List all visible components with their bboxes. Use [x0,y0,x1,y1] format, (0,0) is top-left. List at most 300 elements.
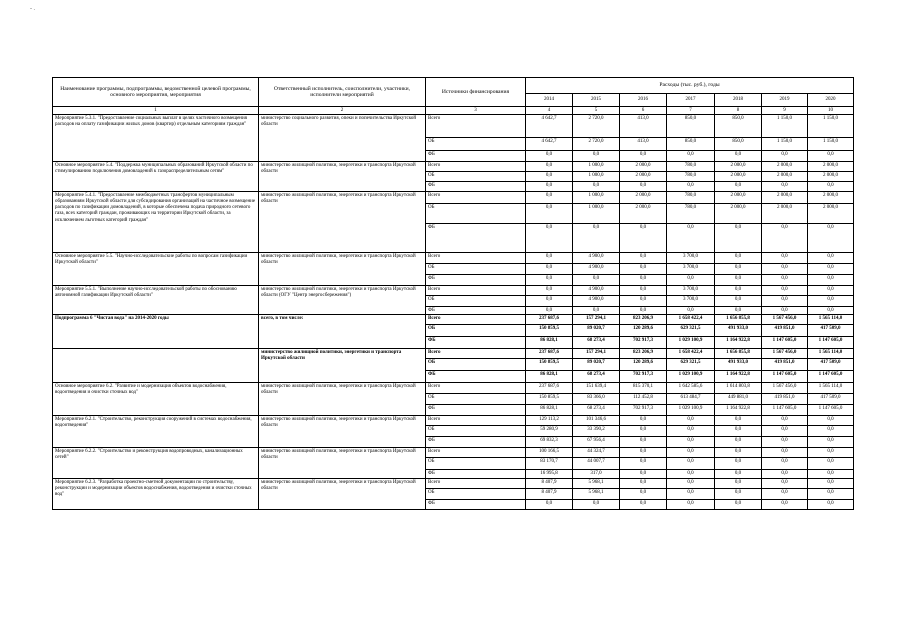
expense-value: 0,0 [573,182,620,192]
column-number: 5 [573,107,620,115]
funding-source: ОБ [426,138,526,151]
expense-value: 417 509,0 [808,394,854,405]
expense-value: 850,0 [667,115,715,138]
expense-value: 1 164 922,8 [715,405,762,416]
expense-value: 1 565 114,0 [808,383,854,394]
expense-value: 1 029 100,9 [667,405,715,416]
expense-value: 0,0 [620,286,667,296]
expense-value: 2 000,0 [762,162,808,172]
expense-value: 0,0 [526,172,573,182]
financing-table [52,77,854,510]
expense-value: 1 565 114,0 [808,315,854,325]
table-row [53,416,854,426]
expense-value: 0,0 [526,275,573,286]
funding-source: ОБ [426,172,526,182]
funding-source: Всего [426,162,526,172]
expense-value: 0,0 [667,470,715,479]
funding-source: Всего [426,349,526,359]
expense-value: 0,0 [620,253,667,264]
table-row [53,349,854,359]
expense-value: 1 150,0 [808,115,854,138]
expense-value: 0,0 [620,224,667,253]
expense-value: 0,0 [620,448,667,458]
expense-value: 0,0 [808,489,854,500]
expense-value: 0,0 [808,448,854,458]
table-row [53,286,854,296]
expense-value: 419 851,0 [762,325,808,337]
expense-value: 780,0 [667,204,715,224]
year-header: 2018 [715,94,762,107]
expense-value: 0,0 [715,479,762,489]
expense-value: 2 000,0 [762,204,808,224]
expense-value: 1 164 922,8 [715,371,762,383]
funding-source: ФБ [426,470,526,479]
expense-value: 0,0 [762,489,808,500]
expense-value: 850,0 [715,138,762,151]
expense-value: 0,0 [808,275,854,286]
column-number: 6 [620,107,667,115]
column-number: 7 [667,107,715,115]
expense-value: 0,0 [620,479,667,489]
expense-value: 0,0 [715,458,762,470]
year-header: 2014 [526,94,573,107]
column-number: 10 [808,107,854,115]
expense-value: 0,0 [526,253,573,264]
responsible-executor: министерство социального развития, опеки и попечительства Иркутской области [259,115,426,162]
expense-value: 0,0 [526,307,573,315]
expense-value: 16 995,8 [526,470,573,479]
expense-value: 3 700,0 [667,286,715,296]
expense-value: 157 294,1 [573,315,620,325]
expense-value: 419 851,0 [762,394,808,405]
program-name: Основное мероприятие 6.2. "Развитие и модернизация объектов водоснабжения, водоотведения и очистки сточных вод" [53,383,259,416]
expense-value: 0,0 [620,426,667,437]
expense-value: 0,0 [715,224,762,253]
expense-value: 0,0 [762,296,808,307]
expense-value: 0,0 [667,151,715,162]
responsible-executor: министерство жилищной политики, энергетики и транспорта Иркутской области [259,349,426,383]
expense-value: 1 642 585,6 [667,383,715,394]
year-header: 2016 [620,94,667,107]
funding-source: ФБ [426,500,526,510]
responsible-executor: министерство жилищной политики, энергетики и транспорта Иркутской области [259,253,426,286]
expense-value: 1 656 855,8 [715,315,762,325]
expense-value: 3 700,0 [667,264,715,275]
expense-value: 0,0 [762,264,808,275]
program-name: Мероприятие 6.2.2. "Строительство и реконструкция водопроводных, канализационных сетей" [53,448,259,479]
expense-value: 1 147 605,0 [808,337,854,349]
expense-value: 4 642,7 [526,115,573,138]
responsible-executor: министерство жилищной политики, энергетики и транспорта Иркутской области [259,192,426,253]
expense-value: 0,0 [808,307,854,315]
expense-value: 1 658 422,4 [667,349,715,359]
expense-value: 0,0 [715,275,762,286]
expense-value: 780,0 [667,172,715,182]
expense-value: 0,0 [715,286,762,296]
expense-value: 0,0 [808,253,854,264]
funding-source: Всего [426,416,526,426]
program-name: Подпрограмма 6 "Чистая вода" на 2014-2020 годы [53,315,259,349]
year-header: 2017 [667,94,715,107]
expense-value: 0,0 [715,182,762,192]
expense-value: 120 289,6 [620,359,667,371]
expense-value: 8 407,9 [526,489,573,500]
expense-value: 1 147 605,0 [762,337,808,349]
expense-value: 1 567 456,0 [762,349,808,359]
expense-value: 0,0 [667,275,715,286]
header-name: Наименование программы, подпрограммы, ведомственной целевой программы, основного мероприятия, мероприятия [53,78,259,107]
expense-value: 0,0 [762,437,808,448]
expense-value: 4 900,0 [573,286,620,296]
expense-value: 0,0 [667,416,715,426]
funding-source: ФБ [426,182,526,192]
funding-source: ОБ [426,296,526,307]
expense-value: 0,0 [715,264,762,275]
expense-value: 0,0 [667,489,715,500]
expense-value: 417 509,0 [808,325,854,337]
expense-value: 68 273,4 [573,371,620,383]
expense-value: 0,0 [667,182,715,192]
expense-value: 629 321,5 [667,325,715,337]
expense-value: 0,0 [667,224,715,253]
expense-value: 237 687,6 [526,315,573,325]
expense-value: 2 000,0 [808,204,854,224]
expense-value: 0,0 [808,437,854,448]
expense-value: 0,0 [715,489,762,500]
expense-value: 0,0 [620,307,667,315]
program-name: Мероприятие 6.2.1. "Строительство, реконструкция сооружений в системах водоснабжения, водоотведения" [53,416,259,448]
program-name: Основное мероприятие 5.5. "Научно-исследовательские работы по вопросам газификации Иркутской области" [53,253,259,286]
expense-value: 0,0 [620,182,667,192]
column-number: 2 [259,107,426,115]
expense-value: 150 859,5 [526,325,573,337]
responsible-executor: министерство жилищной политики, энергетики и транспорта Иркутской области [259,383,426,416]
responsible-executor: министерство жилищной политики, энергетики и транспорта Иркутской области [259,162,426,192]
expense-value: 0,0 [620,437,667,448]
funding-source: ФБ [426,224,526,253]
expense-value: 0,0 [715,253,762,264]
expense-value: 0,0 [620,500,667,510]
expense-value: 0,0 [762,307,808,315]
expense-value: 629 321,5 [667,359,715,371]
expense-value: 129 113,2 [526,416,573,426]
expense-value: 491 933,0 [715,359,762,371]
expense-value: 449 881,0 [715,394,762,405]
expense-value: 0,0 [526,151,573,162]
expense-value: 1 164 922,8 [715,337,762,349]
page-mark: - . [30,6,35,12]
expense-value: 0,0 [762,479,808,489]
program-name [53,349,259,383]
expense-value: 0,0 [762,416,808,426]
expense-value: 0,0 [526,286,573,296]
expense-value: 1 000,0 [573,172,620,182]
expense-value: 0,0 [667,426,715,437]
funding-source: ФБ [426,405,526,416]
expense-value: 86 828,1 [526,405,573,416]
expense-value: 0,0 [808,296,854,307]
responsible-executor: министерство жилищной политики, энергетики и транспорта Иркутской области (ОГУ "Центр энергосбережения") [259,286,426,315]
expense-value: 0,0 [620,470,667,479]
funding-source: Всего [426,192,526,204]
expense-value: 823 206,9 [620,315,667,325]
expense-value: 317,0 [573,470,620,479]
expense-value: 702 917,3 [620,337,667,349]
expense-value: 2 720,0 [573,115,620,138]
table-row [53,383,854,394]
table-row [53,162,854,172]
expense-value: 1 658 422,4 [667,315,715,325]
expense-value: 0,0 [715,296,762,307]
expense-value: 2 000,0 [762,192,808,204]
expense-value: 8 407,9 [526,479,573,489]
expense-value: 2 000,0 [620,172,667,182]
table-row [53,115,854,138]
expense-value: 2 000,0 [762,172,808,182]
year-header: 2020 [808,94,854,107]
expense-value: 0,0 [526,182,573,192]
expense-value: 0,0 [808,151,854,162]
expense-value: 0,0 [715,426,762,437]
year-header: 2015 [573,94,620,107]
expense-value: 68 273,4 [573,405,620,416]
funding-source: Всего [426,315,526,325]
expense-value: 2 000,0 [808,192,854,204]
expense-value: 2 000,0 [808,162,854,172]
expense-value: 237 687,6 [526,383,573,394]
expense-value: 2 000,0 [715,192,762,204]
expense-value: 850,0 [715,115,762,138]
funding-source: ОБ [426,458,526,470]
expense-value: 1 000,0 [573,204,620,224]
expense-value: 0,0 [620,275,667,286]
program-name: Мероприятие 5.5.1. "Выполнение научно-исследовательской работы по обоснованию автономной газификации Иркутской области" [53,286,259,315]
program-name: Мероприятие 5.3.1. "Предоставление социальных выплат в целях частичного возмещения расходов на оплату газификации жилых домов (квартир) отдельным категориям граждан" [53,115,259,162]
expense-value: 0,0 [762,426,808,437]
header-expenses: Расходы (тыс. руб.), годы [526,78,854,94]
responsible-executor: министерство жилищной политики, энергетики и транспорта Иркутской области [259,416,426,448]
program-name: Мероприятие 6.2.3. "Разработка проектно-сметной документации по строительству, реконструкции и модернизации объектов водоснабжения, водоотведения и очистки сточных вод" [53,479,259,510]
expense-value: 702 917,3 [620,405,667,416]
expense-value: 101 346,6 [573,416,620,426]
expense-value: 3 700,0 [667,296,715,307]
expense-value: 0,0 [667,479,715,489]
expense-value: 0,0 [808,426,854,437]
expense-value: 0,0 [762,470,808,479]
expense-value: 44 007,7 [573,458,620,470]
expense-value: 0,0 [715,416,762,426]
expense-value: 0,0 [573,275,620,286]
header-responsible: Ответственный исполнитель, соисполнители, участники, исполнители мероприятий [259,78,426,107]
table-row [53,192,854,204]
expense-value: 3 700,0 [667,253,715,264]
column-number: 9 [762,107,808,115]
expense-value: 0,0 [808,470,854,479]
expense-value: 0,0 [667,500,715,510]
expense-value: 33 390,2 [573,426,620,437]
expense-value: 0,0 [762,182,808,192]
expense-value: 5 968,1 [573,479,620,489]
table-row [53,479,854,489]
expense-value: 4 900,0 [573,296,620,307]
expense-value: 0,0 [762,448,808,458]
expense-value: 86 828,1 [526,337,573,349]
expense-value: 0,0 [620,151,667,162]
funding-source: ОБ [426,489,526,500]
expense-value: 1 029 100,9 [667,371,715,383]
expense-value: 0,0 [808,416,854,426]
expense-value: 2 000,0 [715,162,762,172]
expense-value: 2 000,0 [715,204,762,224]
expense-value: 151 639,4 [573,383,620,394]
expense-value: 120 289,6 [620,325,667,337]
expense-value: 823 206,9 [620,349,667,359]
expense-value: 0,0 [762,500,808,510]
expense-value: 2 000,0 [620,192,667,204]
expense-value: 0,0 [808,500,854,510]
expense-value: 0,0 [573,307,620,315]
expense-value: 0,0 [808,479,854,489]
expense-value: 0,0 [667,307,715,315]
expense-value: 1 029 100,9 [667,337,715,349]
expense-value: 157 294,1 [573,349,620,359]
funding-source: ФБ [426,337,526,349]
expense-value: 1 150,0 [762,138,808,151]
responsible-executor: министерство жилищной политики, энергетики и транспорта Иркутской области [259,448,426,479]
funding-source: ОБ [426,426,526,437]
expense-value: 1 150,0 [762,115,808,138]
expense-value: 237 687,6 [526,349,573,359]
expense-value: 0,0 [667,437,715,448]
expense-value: 815 370,1 [620,383,667,394]
expense-value: 67 956,4 [573,437,620,448]
program-name: Основное мероприятие 5.4. "Поддержка муниципальных образований Иркутской области по стимулированию подключения домовладений к газораспределительным сетям" [53,162,259,192]
funding-source: Всего [426,479,526,489]
table-row [53,315,854,325]
expense-value: 44 324,7 [573,448,620,458]
responsible-executor: министерство жилищной политики, энергетики и транспорта Иркутской области [259,479,426,510]
expense-value: 419 851,0 [762,359,808,371]
funding-source: Всего [426,383,526,394]
expense-value: 0,0 [715,151,762,162]
expense-value: 0,0 [762,458,808,470]
expense-value: 0,0 [526,192,573,204]
funding-source: ФБ [426,275,526,286]
expense-value: 1 147 605,0 [808,371,854,383]
expense-value: 1 147 605,0 [762,371,808,383]
expense-value: 491 933,0 [715,325,762,337]
expense-value: 613 484,7 [667,394,715,405]
expense-value: 1 656 855,8 [715,349,762,359]
expense-value: 59 280,9 [526,426,573,437]
funding-source: ОБ [426,359,526,371]
expense-value: 69 832,3 [526,437,573,448]
funding-source: Всего [426,115,526,138]
expense-value: 850,0 [667,138,715,151]
expense-value: 1 000,0 [573,192,620,204]
expense-value: 1 000,0 [573,162,620,172]
expense-value: 0,0 [667,458,715,470]
expense-value: 0,0 [526,204,573,224]
expense-value: 1 567 456,0 [762,383,808,394]
expense-value: 4 642,7 [526,138,573,151]
expense-value: 0,0 [526,296,573,307]
column-number: 1 [53,107,259,115]
header-source: Источники финансирования [426,78,526,107]
expense-value: 1 150,0 [808,138,854,151]
expense-value: 0,0 [620,264,667,275]
expense-value: 100 166,5 [526,448,573,458]
expense-value: 0,0 [715,437,762,448]
expense-value: 702 917,3 [620,371,667,383]
expense-value: 413,0 [620,115,667,138]
expense-value: 5 968,1 [573,489,620,500]
expense-value: 4 900,0 [573,264,620,275]
expense-value: 0,0 [526,162,573,172]
table-row [53,253,854,264]
expense-value: 0,0 [762,224,808,253]
table-row [53,448,854,458]
expense-value: 0,0 [667,448,715,458]
expense-value: 780,0 [667,162,715,172]
expense-value: 150 859,5 [526,394,573,405]
expense-value: 0,0 [762,275,808,286]
expense-value: 0,0 [715,500,762,510]
funding-source: Всего [426,253,526,264]
expense-value: 150 859,5 [526,359,573,371]
expense-value: 417 509,0 [808,359,854,371]
expense-value: 0,0 [808,224,854,253]
expense-value: 89 020,7 [573,325,620,337]
expense-value: 0,0 [526,224,573,253]
expense-value: 1 147 605,0 [808,405,854,416]
expense-value: 0,0 [573,151,620,162]
expense-value: 0,0 [620,458,667,470]
expense-value: 0,0 [715,470,762,479]
expense-value: 780,0 [667,192,715,204]
column-number: 4 [526,107,573,115]
funding-source: ФБ [426,437,526,448]
funding-source: ОБ [426,325,526,337]
funding-source: ФБ [426,151,526,162]
expense-value: 86 828,1 [526,371,573,383]
funding-source: Всего [426,286,526,296]
expense-value: 0,0 [526,500,573,510]
expense-value: 0,0 [808,286,854,296]
expense-value: 2 000,0 [808,172,854,182]
funding-source: ОБ [426,394,526,405]
expense-value: 0,0 [808,264,854,275]
column-number: 8 [715,107,762,115]
expense-value: 2 720,0 [573,138,620,151]
funding-source: ОБ [426,264,526,275]
program-name: Мероприятие 5.4.1. "Предоставление межбюджетных трансфертов муниципальным образованиям Иркутской области для субсидирования организаций на частичное возмещение расходов по газификации домовладений, в которые обеспечена подача природного сетевого газа, всех категорий граждан, проживающих на территории Иркутской области, за исключением льготных категорий граждан" [53,192,259,253]
expense-value: 1 614 803,8 [715,383,762,394]
column-number: 3 [426,107,526,115]
expense-value: 0,0 [620,489,667,500]
expense-value: 83 170,7 [526,458,573,470]
expense-value: 2 000,0 [620,204,667,224]
expense-value: 4 900,0 [573,253,620,264]
expense-value: 68 273,4 [573,337,620,349]
expense-value: 0,0 [715,448,762,458]
funding-source: ФБ [426,371,526,383]
expense-value: 0,0 [620,296,667,307]
expense-value: 0,0 [762,253,808,264]
expense-value: 1 567 456,0 [762,315,808,325]
expense-value: 2 000,0 [715,172,762,182]
year-header: 2019 [762,94,808,107]
